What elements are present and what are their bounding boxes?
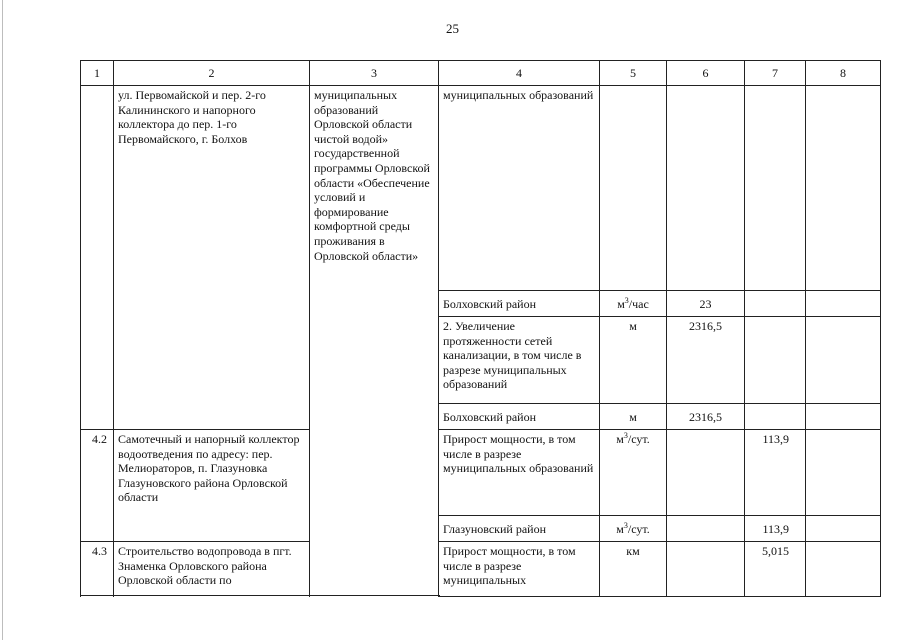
- unit-cell: [600, 86, 667, 291]
- object-cell: Самотечный и напорный коллектор водоотведения по адресу: пер. Мелиораторов, п. Глазуновка Глазуновского района Орловской области: [114, 430, 310, 542]
- header-cell: 3: [310, 61, 439, 86]
- unit-cell: м: [600, 317, 667, 404]
- value-cell: [745, 86, 806, 291]
- row-number-cell: [81, 86, 114, 430]
- value-cell: [667, 542, 745, 597]
- program-cell: муниципальных образований Орловской области чистой водой» государственной программы Орловской области «Обеспечение условий и формирование комфортной среды проживания в Орловской области»: [310, 86, 439, 597]
- unit-cell: км: [600, 542, 667, 597]
- header-cell: 4: [439, 61, 600, 86]
- header-cell: 2: [114, 61, 310, 86]
- value-cell: [745, 404, 806, 430]
- scan-edge: [2, 0, 3, 640]
- value-cell: [667, 516, 745, 542]
- value-cell: [806, 404, 881, 430]
- value-cell: [806, 317, 881, 404]
- value-cell: 23: [667, 291, 745, 317]
- value-cell: [806, 542, 881, 597]
- indicator-cell: Прирост мощности, в том числе в разрезе муниципальных: [439, 542, 600, 597]
- value-cell: 113,9: [745, 430, 806, 516]
- page-number: 25: [446, 21, 459, 36]
- data-table: [80, 60, 881, 597]
- value-cell: [806, 516, 881, 542]
- indicator-cell: Болховский район: [439, 291, 600, 317]
- value-cell: [745, 317, 806, 404]
- table-row: [81, 542, 881, 597]
- value-cell: [806, 291, 881, 317]
- header-cell: 7: [745, 61, 806, 86]
- object-cell: ул. Первомайской и пер. 2-го Калининского и напорного коллектора до пер. 1-го Первомайского, г. Болхов: [114, 86, 310, 430]
- value-cell: [667, 430, 745, 516]
- value-cell: 2316,5: [667, 317, 745, 404]
- header-cell: 8: [806, 61, 881, 86]
- header-cell: 1: [81, 61, 114, 86]
- header-row: [81, 61, 881, 86]
- unit-cell: $м^3$/час: [600, 291, 667, 317]
- value-cell: [745, 291, 806, 317]
- value-cell: [806, 430, 881, 516]
- value-cell: [806, 86, 881, 291]
- value-cell: [667, 86, 745, 291]
- value-cell: 5,015: [745, 542, 806, 597]
- header-cell: 5: [600, 61, 667, 86]
- indicator-cell: муниципальных образований: [439, 86, 600, 291]
- header-cell: 6: [667, 61, 745, 86]
- value-cell: 2316,5: [667, 404, 745, 430]
- table-row: [81, 86, 881, 291]
- unit-cell: м: [600, 404, 667, 430]
- unit-cell: $м^3$/сут.: [600, 516, 667, 542]
- row-number-cell: 4.2: [81, 430, 114, 542]
- table-bottom-edge: [80, 595, 440, 596]
- indicator-cell: Прирост мощности, в том числе в разрезе муниципальных образований: [439, 430, 600, 516]
- unit-cell: $м^3$/сут.: [600, 430, 667, 516]
- value-cell: 113,9: [745, 516, 806, 542]
- indicator-cell: Глазуновский район: [439, 516, 600, 542]
- indicator-cell: Болховский район: [439, 404, 600, 430]
- row-number-cell: 4.3: [81, 542, 114, 597]
- table-row: [81, 430, 881, 516]
- object-cell: Строительство водопровода в пгт. Знаменка Орловского района Орловской области по: [114, 542, 310, 597]
- indicator-cell: 2. Увеличение протяженности сетей канализации, в том числе в разрезе муниципальных образований: [439, 317, 600, 404]
